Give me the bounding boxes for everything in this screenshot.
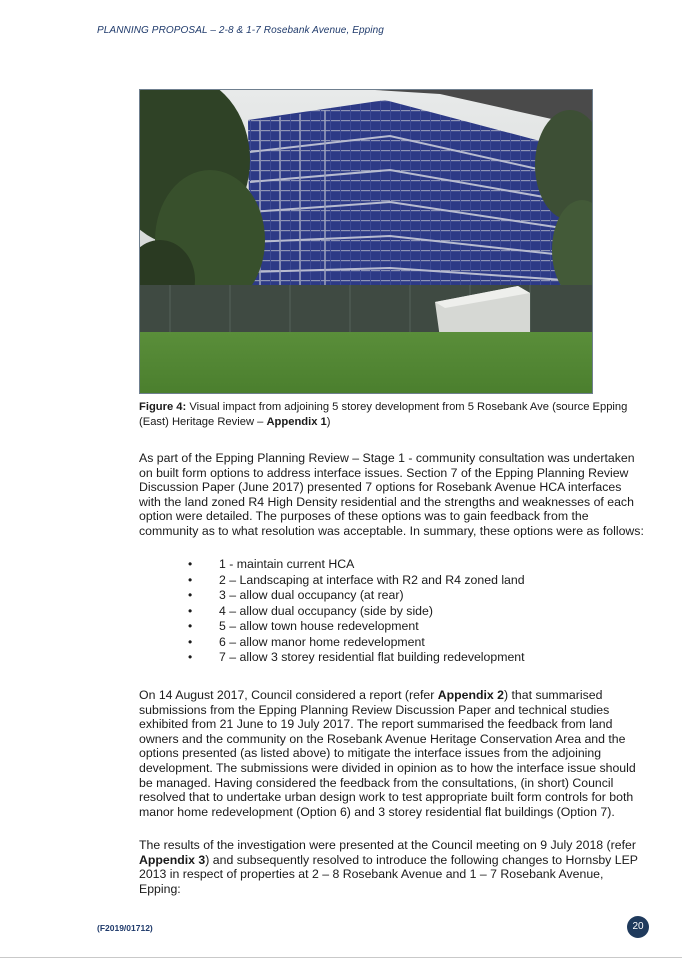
caption-appendix-ref: Appendix 1	[266, 415, 327, 428]
page-bottom-divider	[0, 957, 682, 958]
options-list	[188, 557, 525, 666]
paragraph-epping-review: As part of the Epping Planning Review – Stage 1 - community consultation was undertaken on built form options to address interface issues. Section 7 of the Epping Planning Review Discussion Paper (June 2017) presented 7 options for Rosebank Avenue HCA interfaces with the land zoned R4 High Density residential and the strengths and weaknesses of each option were detailed. The purposes of these options was to gain feedback from the community as to what resolution was acceptable. In summary, these options were as follows:	[139, 451, 644, 538]
construction-site-photo	[140, 90, 592, 393]
paragraph-investigation-results	[139, 838, 644, 896]
figure-label: Figure 4:	[139, 401, 187, 413]
page-number-badge: 20	[627, 916, 649, 938]
paragraph3-text-b: ) and subsequently resolved to introduce the following changes to Hornsby LEP 2013 in respect of properties at 2 – 8 Rosebank Avenue and 1 – 7 Rosebank Avenue, Epping:	[139, 852, 638, 896]
caption-end: )	[326, 415, 331, 428]
paragraph3-text-a: The results of the investigation were presented at the Council meeting on 9 July 2018 (refer	[139, 838, 636, 852]
list-item: • 5 – allow town house redevelopment	[188, 619, 525, 635]
caption-text: Visual impact from adjoining 5 storey development from 5 Rosebank Ave (source Epping (East) Heritage Review –	[139, 401, 628, 428]
list-item: • 4 – allow dual occupancy (side by side)	[188, 604, 525, 620]
list-item: • 2 – Landscaping at interface with R2 and R4 zoned land	[188, 573, 525, 589]
appendix-2-ref: Appendix 2	[437, 688, 504, 702]
paragraph2-text-a: On 14 August 2017, Council considered a report (refer	[139, 688, 438, 702]
paragraph-council-report	[139, 688, 644, 819]
list-item: • 1 - maintain current HCA	[188, 557, 525, 573]
file-reference: (F2019/01712)	[97, 923, 153, 933]
paragraph2-text-b: ) that summarised submissions from the Epping Planning Review Discussion Paper and technical studies exhibited from 21 June to 19 July 2017. The report summarised the feedback from land owners and the community on the Rosebank Avenue Heritage Conservation Area and the options presented (as listed above) to mitigate the interface issues from the adjoining development. The submissions were divided in opinion as to how the interface issue should be managed. Having considered the feedback from the consultations, (in short) Council resolved that to undertake urban design work to test appropriate built form controls for both manor home redevelopment (Option 6) and 3 storey residential flat buildings (Option 7).	[139, 688, 636, 819]
list-item: • 3 – allow dual occupancy (at rear)	[188, 588, 525, 604]
list-item: • 7 – allow 3 storey residential flat building redevelopment	[188, 650, 525, 666]
figure-caption	[139, 400, 644, 429]
document-header: PLANNING PROPOSAL – 2-8 & 1-7 Rosebank Avenue, Epping	[97, 25, 384, 36]
list-item: • 6 – allow manor home redevelopment	[188, 635, 525, 651]
appendix-3-ref: Appendix 3	[139, 852, 206, 867]
figure-photo	[139, 89, 593, 394]
